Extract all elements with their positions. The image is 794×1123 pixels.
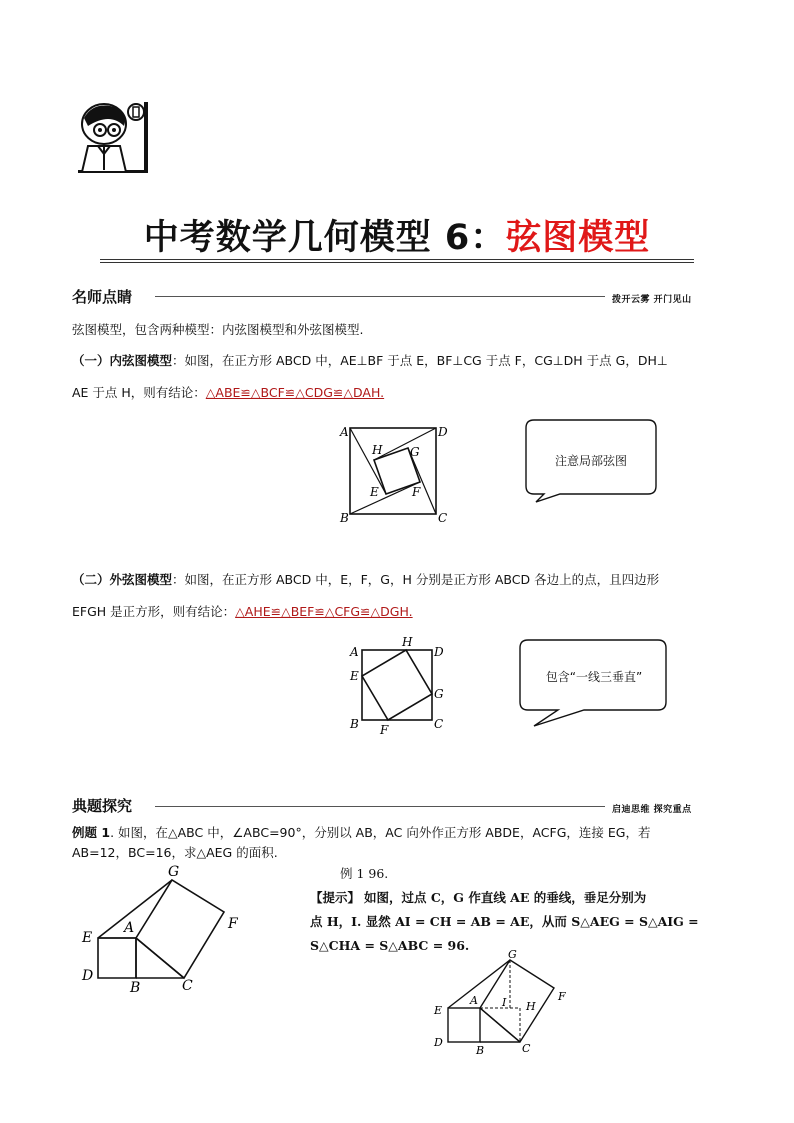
- label-D: D: [434, 645, 444, 659]
- model1-label: （一）内弦图模型: [72, 353, 173, 368]
- answer-hint-line1: [310, 886, 699, 910]
- label-C: C: [434, 717, 444, 731]
- example1-label: 例题 1: [72, 825, 111, 840]
- label-F: F: [228, 916, 238, 932]
- label-F: F: [380, 723, 389, 736]
- section2-tag: 启迪思维 探究重点: [612, 805, 692, 815]
- model2-text: ：如图，在正方形 ABCD 中，E，F，G，H 分别是正方形 ABCD 各边上的点，且四边形: [172, 572, 660, 587]
- label-A: A: [350, 645, 359, 659]
- callout-bubble-1: [524, 418, 658, 508]
- model1-line1: [72, 349, 668, 373]
- label-F: F: [558, 990, 566, 1003]
- label-D: D: [438, 425, 448, 439]
- model2-conclusion: △AHE≌△BEF≌△CFG≌△DGH.: [235, 604, 413, 619]
- bubble-1-text: 注意局部弦图: [554, 454, 627, 468]
- label-I: I: [502, 996, 507, 1009]
- label-A: A: [470, 994, 478, 1007]
- title-rule-double: [100, 262, 694, 263]
- example1-text: . 如图，在△ABC 中，∠ABC=90°，分别以 AB，AC 向外作正方形 ABDE，ACFG，连接 EG，若: [110, 825, 651, 840]
- title-highlight: 弦图模型: [506, 218, 651, 258]
- label-E: E: [434, 1004, 443, 1017]
- label-B: B: [130, 980, 141, 996]
- label-E: E: [350, 669, 359, 683]
- label-D: D: [434, 1036, 443, 1049]
- label-G: G: [410, 445, 420, 459]
- model2-prefix: EFGH 是正方形，则有结论：: [72, 604, 236, 619]
- bubble-2-text: 包含“一线三垂直”: [545, 670, 643, 684]
- model1-text: ：如图，在正方形 ABCD 中，AE⊥BF 于点 E，BF⊥CG 于点 F，CG⊥DH 于点 G，DH⊥: [172, 353, 668, 368]
- title-main: 中考数学几何模型 6：: [143, 218, 507, 258]
- page-title: [0, 210, 794, 260]
- answer-block: [310, 862, 699, 958]
- model1-conclusion: △ABE≌△BCF≌△CDG≌△DAH.: [205, 385, 385, 400]
- label-G: G: [168, 864, 180, 880]
- label-C: C: [182, 978, 193, 994]
- answer-diagram: [430, 948, 580, 1062]
- answer-hint-label: 【提示】: [310, 890, 361, 905]
- label-E: E: [82, 930, 93, 946]
- intro-text: 弦图模型，包含两种模型：内弦图模型和外弦图模型.: [72, 322, 364, 337]
- model2-line2: [72, 600, 413, 624]
- label-G: G: [508, 948, 517, 961]
- label-C: C: [438, 511, 448, 522]
- model2-label: （二）外弦图模型: [72, 572, 173, 587]
- section2-heading: 典题探究: [72, 797, 133, 815]
- label-C: C: [522, 1042, 531, 1055]
- model1-prefix: AE 于点 H，则有结论：: [72, 385, 206, 400]
- example1-diagram: [78, 860, 248, 1000]
- outer-chord-diagram: [344, 632, 448, 740]
- example1-line2: AB=12，BC=16，求△AEG 的面积.: [72, 845, 278, 860]
- answer-head: 例 1 96.: [340, 866, 389, 881]
- logo: [74, 100, 152, 174]
- section1-rule: [155, 296, 605, 297]
- answer-hint3: S△CHA = S△ABC = 96.: [310, 938, 470, 953]
- section1-heading: 名师点睛: [72, 288, 133, 306]
- label-A: A: [124, 920, 135, 936]
- label-H: H: [526, 1000, 536, 1013]
- answer-hint1: 如图，过点 C，G 作直线 AE 的垂线，垂足分别为: [364, 890, 647, 905]
- section1-tag: 拨开云雾 开门见山: [612, 295, 692, 305]
- label-F: F: [412, 485, 421, 499]
- label-G: G: [434, 687, 444, 701]
- label-B: B: [350, 717, 359, 731]
- title-rule: [100, 259, 694, 260]
- label-H: H: [372, 443, 383, 457]
- label-E: E: [370, 485, 379, 499]
- answer-hint2: 点 H，I. 显然 AI = CH = AB = AE，从而 S△AEG = S△AIG =: [310, 914, 699, 929]
- section2-rule: [155, 806, 605, 807]
- model1-line2: [72, 381, 384, 405]
- callout-bubble-2: [518, 638, 670, 734]
- label-B: B: [476, 1044, 485, 1057]
- label-H: H: [402, 635, 413, 649]
- label-B: B: [340, 511, 349, 522]
- inner-chord-diagram: [338, 418, 450, 526]
- model2-line1: [72, 568, 659, 592]
- label-D: D: [82, 968, 94, 984]
- label-A: A: [340, 425, 349, 439]
